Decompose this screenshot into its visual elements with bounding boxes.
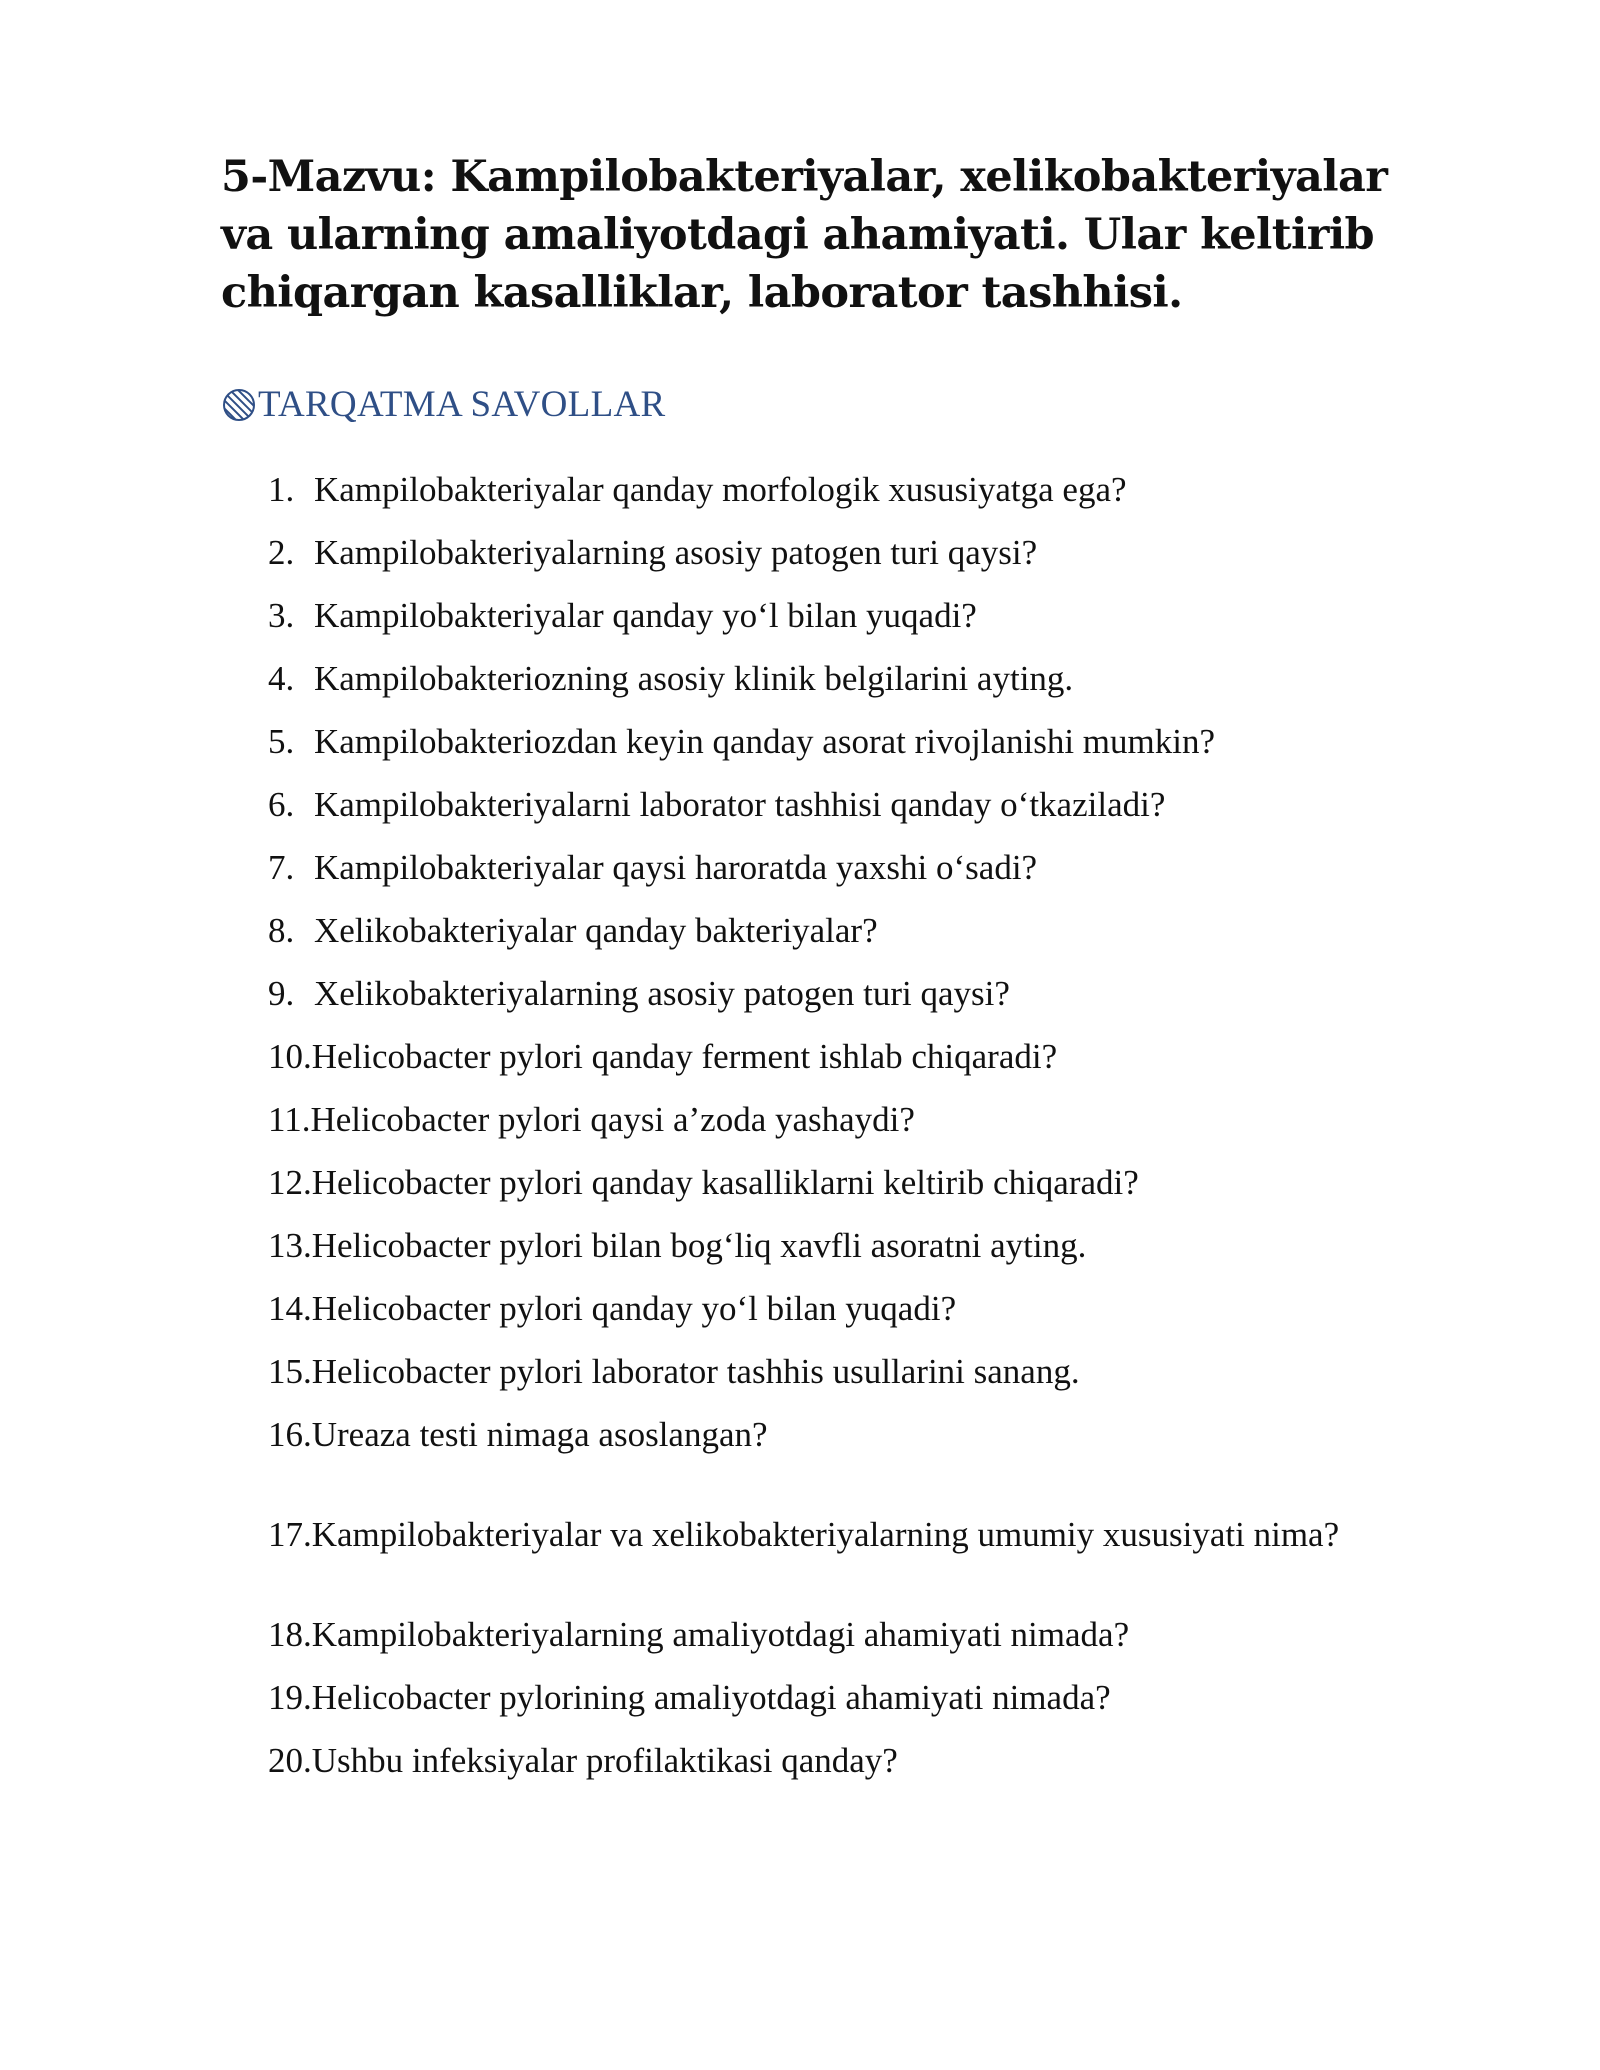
question-number: 10. (268, 1037, 312, 1076)
list-item (268, 1352, 1080, 1392)
question-text: Kampilobakteriyalar qanday morfologik xususiyatga ega? (314, 470, 1127, 509)
list-item (268, 1741, 898, 1781)
question-number: 15. (268, 1352, 312, 1391)
question-number: 7. (268, 848, 295, 887)
question-text: Kampilobakteriozning asosiy klinik belgilarini ayting. (314, 659, 1074, 698)
list-item (268, 1226, 1086, 1266)
list-item (268, 1289, 956, 1329)
question-number: 17. (268, 1515, 312, 1554)
question-text: Kampilobakteriozdan keyin qanday asorat rivojlanishi mumkin? (314, 722, 1216, 761)
list-item (268, 1037, 1057, 1077)
question-text: Helicobacter pylorining amaliyotdagi ahamiyati nimada? (311, 1678, 1111, 1717)
document-title: 5-Mazvu: Kampilobakteriyalar, xelikobakteriyalar va ularning amaliyotdagi ahamiyati. Ular keltirib chiqargan kasalliklar, laborator tashhisi. (221, 152, 1388, 318)
section-heading-text: TARQATMA SAVOLLAR (258, 384, 666, 425)
list-item (268, 848, 1037, 888)
question-number: 5. (268, 722, 295, 761)
question-text: Helicobacter pylori qanday kasalliklarni keltirib chiqaradi? (311, 1163, 1139, 1202)
list-item (268, 470, 1127, 510)
question-text: Kampilobakteriyalar va xelikobakteriyalarning umumiy xususiyati nima? (311, 1515, 1340, 1554)
question-text: Ureaza testi nimaga asoslangan? (311, 1415, 768, 1454)
question-number: 18. (268, 1615, 312, 1654)
question-text: Helicobacter pylori bilan bog‘liq xavfli asoratni ayting. (311, 1226, 1087, 1265)
question-text: Helicobacter pylori qanday ferment ishlab chiqaradi? (311, 1037, 1058, 1076)
question-number: 12. (268, 1163, 312, 1202)
question-number: 1. (268, 470, 295, 509)
question-number: 13. (268, 1226, 312, 1265)
list-item (268, 911, 878, 951)
question-text: Kampilobakteriyalar qanday yo‘l bilan yuqadi? (314, 596, 977, 635)
list-item (268, 1100, 915, 1140)
question-text: Kampilobakteriyalarning asosiy patogen turi qaysi? (314, 533, 1038, 572)
question-number: 9. (268, 974, 295, 1013)
list-item (268, 533, 1037, 573)
question-number: 11. (268, 1100, 311, 1139)
list-item (268, 1163, 1139, 1203)
question-text: Kampilobakteriyalar qaysi haroratda yaxshi o‘sadi? (314, 848, 1038, 887)
question-number: 19. (268, 1678, 312, 1717)
question-number: 2. (268, 533, 295, 572)
list-item (268, 785, 1165, 825)
list-item (268, 596, 977, 636)
question-text: Ushbu infeksiyalar profilaktikasi qanday? (311, 1741, 898, 1780)
list-item (268, 1678, 1111, 1718)
question-text: Xelikobakteriyalarning asosiy patogen turi qaysi? (314, 974, 1010, 1013)
question-text: Kampilobakteriyalarning amaliyotdagi ahamiyati nimada? (311, 1615, 1130, 1654)
question-text: Helicobacter pylori laborator tashhis usullarini sanang. (311, 1352, 1080, 1391)
list-item (268, 1615, 1129, 1655)
question-text: Kampilobakteriyalarni laborator tashhisi qanday o‘tkaziladi? (314, 785, 1166, 824)
question-number: 8. (268, 911, 295, 950)
question-number: 20. (268, 1741, 312, 1780)
question-text: Xelikobakteriyalar qanday bakteriyalar? (314, 911, 878, 950)
list-item (268, 974, 1010, 1014)
question-text: Helicobacter pylori qaysi a’zoda yashaydi? (310, 1100, 915, 1139)
list-item (268, 1515, 1339, 1555)
question-number: 16. (268, 1415, 312, 1454)
question-number: 3. (268, 596, 295, 635)
list-item (268, 722, 1215, 762)
question-text: Helicobacter pylori qanday yo‘l bilan yuqadi? (311, 1289, 957, 1328)
list-item (268, 1415, 768, 1455)
question-number: 4. (268, 659, 295, 698)
question-number: 6. (268, 785, 295, 824)
question-number: 14. (268, 1289, 312, 1328)
list-item (268, 659, 1073, 699)
